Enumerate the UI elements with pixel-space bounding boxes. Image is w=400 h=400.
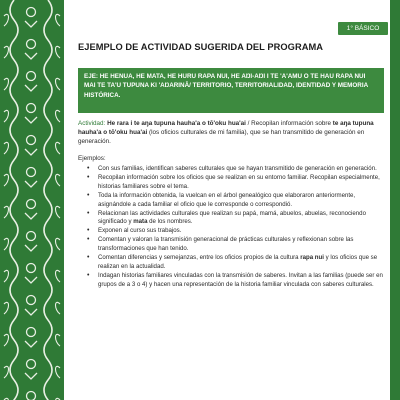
pattern-shape (27, 232, 36, 241)
eje-box: EJE: HE HENUA, HE MATA, HE HURU RAPA NUI, HE AŊI-AŊI I TE 'A'AMU O TE HAU RAPA NUI MAI TE TA'U TUPUNA KI 'AŊARINĀ/ TERRITORIO, TERRITORIALIDAD, IDENTIDAD Y MEMORIA HISTÓRICA. (78, 68, 384, 113)
pattern-shape (44, 0, 52, 400)
activity-text-after: (los oficios culturales de mi familia), que se han transmitido de generación en generación. (78, 129, 365, 146)
grade-unit-badge: 1° BÁSICO Unidad 4 (338, 22, 388, 35)
pattern-shape (25, 277, 37, 283)
example-item (78, 227, 384, 236)
activity-text-before: Recopilan información sobre (251, 120, 333, 127)
pattern-shape (27, 264, 36, 273)
example-item (78, 165, 384, 174)
activity-paragraph (78, 119, 384, 147)
pattern-shape (25, 181, 37, 187)
activity-label: Actividad: (78, 120, 106, 127)
example-text: Toda la información obtenida, la vuelcan en el árbol genealógico que elaboraron anteriormente, asignándole a cada familiar el oficio que le corresponde o correspondió. (98, 191, 356, 208)
example-item (78, 210, 384, 228)
example-text: Exponen al curso sus trabajos. (98, 227, 182, 235)
pattern-shape (25, 373, 37, 379)
example-text: Indagan historias familiares vinculadas con la transmisión de saberes. Invitan a las familias (puede ser en grupos de a 3 o 4) y hacen una representación de la historia familiar vinculada con saberes culturales. (98, 271, 383, 288)
pattern-shape (56, 142, 61, 154)
pattern-shape (4, 78, 9, 90)
pattern-shape (27, 392, 36, 400)
examples-list (78, 165, 384, 290)
pattern-shape (27, 136, 36, 145)
pattern-shape (4, 110, 9, 122)
pattern-shape (56, 270, 61, 282)
pattern-shape (27, 328, 36, 337)
pattern-shape (27, 72, 36, 81)
pattern-shape (56, 78, 61, 90)
pattern-shape (4, 270, 9, 282)
pattern-shape (27, 200, 36, 209)
pattern-shape (4, 238, 9, 250)
example-item (78, 254, 384, 272)
example-text: de los nombres. (147, 218, 193, 226)
pattern-shape (25, 117, 37, 123)
example-text: Con sus familias, identifican saberes culturales que se hayan transmitido de generación en generación. (98, 165, 377, 172)
pattern-shape (56, 46, 61, 58)
right-border (390, 0, 400, 400)
document-page (64, 0, 390, 400)
pattern-shape (56, 174, 61, 186)
pattern-shape (4, 46, 9, 58)
pattern-shape (27, 296, 36, 305)
example-bold-term: rapa nui (300, 254, 324, 262)
pattern-shape (4, 14, 9, 26)
pattern-shape (10, 0, 18, 400)
pattern-shape (27, 40, 36, 49)
example-item (78, 174, 384, 192)
pattern-shape (27, 360, 36, 369)
pattern-shape (56, 14, 61, 26)
pattern-shape (4, 334, 9, 346)
pattern-shape (4, 366, 9, 378)
examples-heading: Ejemplos: (78, 155, 106, 162)
pattern-shape (56, 110, 61, 122)
example-text: Comentan y valoran la transmisión generacional de prácticas culturales y reflexionan sobre las transformaciones que han tenido. (98, 236, 354, 253)
example-text: Recopilan información sobre los oficios que se realizan en su entorno familiar. Recopilan especialmente, historias familiares sobre el tema. (98, 173, 380, 190)
pattern-shape (27, 8, 36, 17)
rapa-nui-pattern (0, 0, 64, 400)
pattern-shape (27, 104, 36, 113)
pattern-shape (4, 174, 9, 186)
example-item (78, 192, 384, 210)
left-decorative-border (0, 0, 64, 400)
pattern-shape (4, 206, 9, 218)
pattern-shape (25, 85, 37, 91)
activity-separator: / (245, 120, 252, 127)
example-text: Comentan diferencias y semejanzas, entre los oficios propios de la cultura (98, 254, 301, 262)
pattern-shape (4, 302, 9, 314)
pattern-shape (25, 149, 37, 155)
pattern-shape (56, 366, 61, 378)
pattern-shape (56, 334, 61, 346)
example-bold-term: mata (133, 218, 148, 226)
example-text: Relacionan las actividades culturales que realizan su papá, mamá, abuelos, abuelas, reconociendo significado y (98, 209, 366, 226)
pattern-shape (27, 168, 36, 177)
page-title: EJEMPLO DE ACTIVIDAD SUGERIDA DEL PROGRAMA (78, 42, 324, 52)
pattern-shape (25, 21, 37, 27)
example-item (78, 236, 384, 254)
pattern-shape (25, 53, 37, 59)
pattern-shape (25, 309, 37, 315)
pattern-shape (56, 238, 61, 250)
activity-bold-phrase: te aŋa tupuna hauha'a o tō'oku hua'ai (78, 120, 374, 137)
pattern-shape (4, 142, 9, 154)
pattern-shape (56, 206, 61, 218)
pattern-shape (25, 213, 37, 219)
pattern-shape (25, 245, 37, 251)
activity-title: He rara i te aŋa tupuna hauha'a o tō'oku hua'ai (107, 120, 246, 127)
pattern-shape (25, 341, 37, 347)
pattern-shape (56, 302, 61, 314)
example-item (78, 272, 384, 290)
example-text: y los oficios que se realizan en la actualidad. (98, 254, 378, 270)
